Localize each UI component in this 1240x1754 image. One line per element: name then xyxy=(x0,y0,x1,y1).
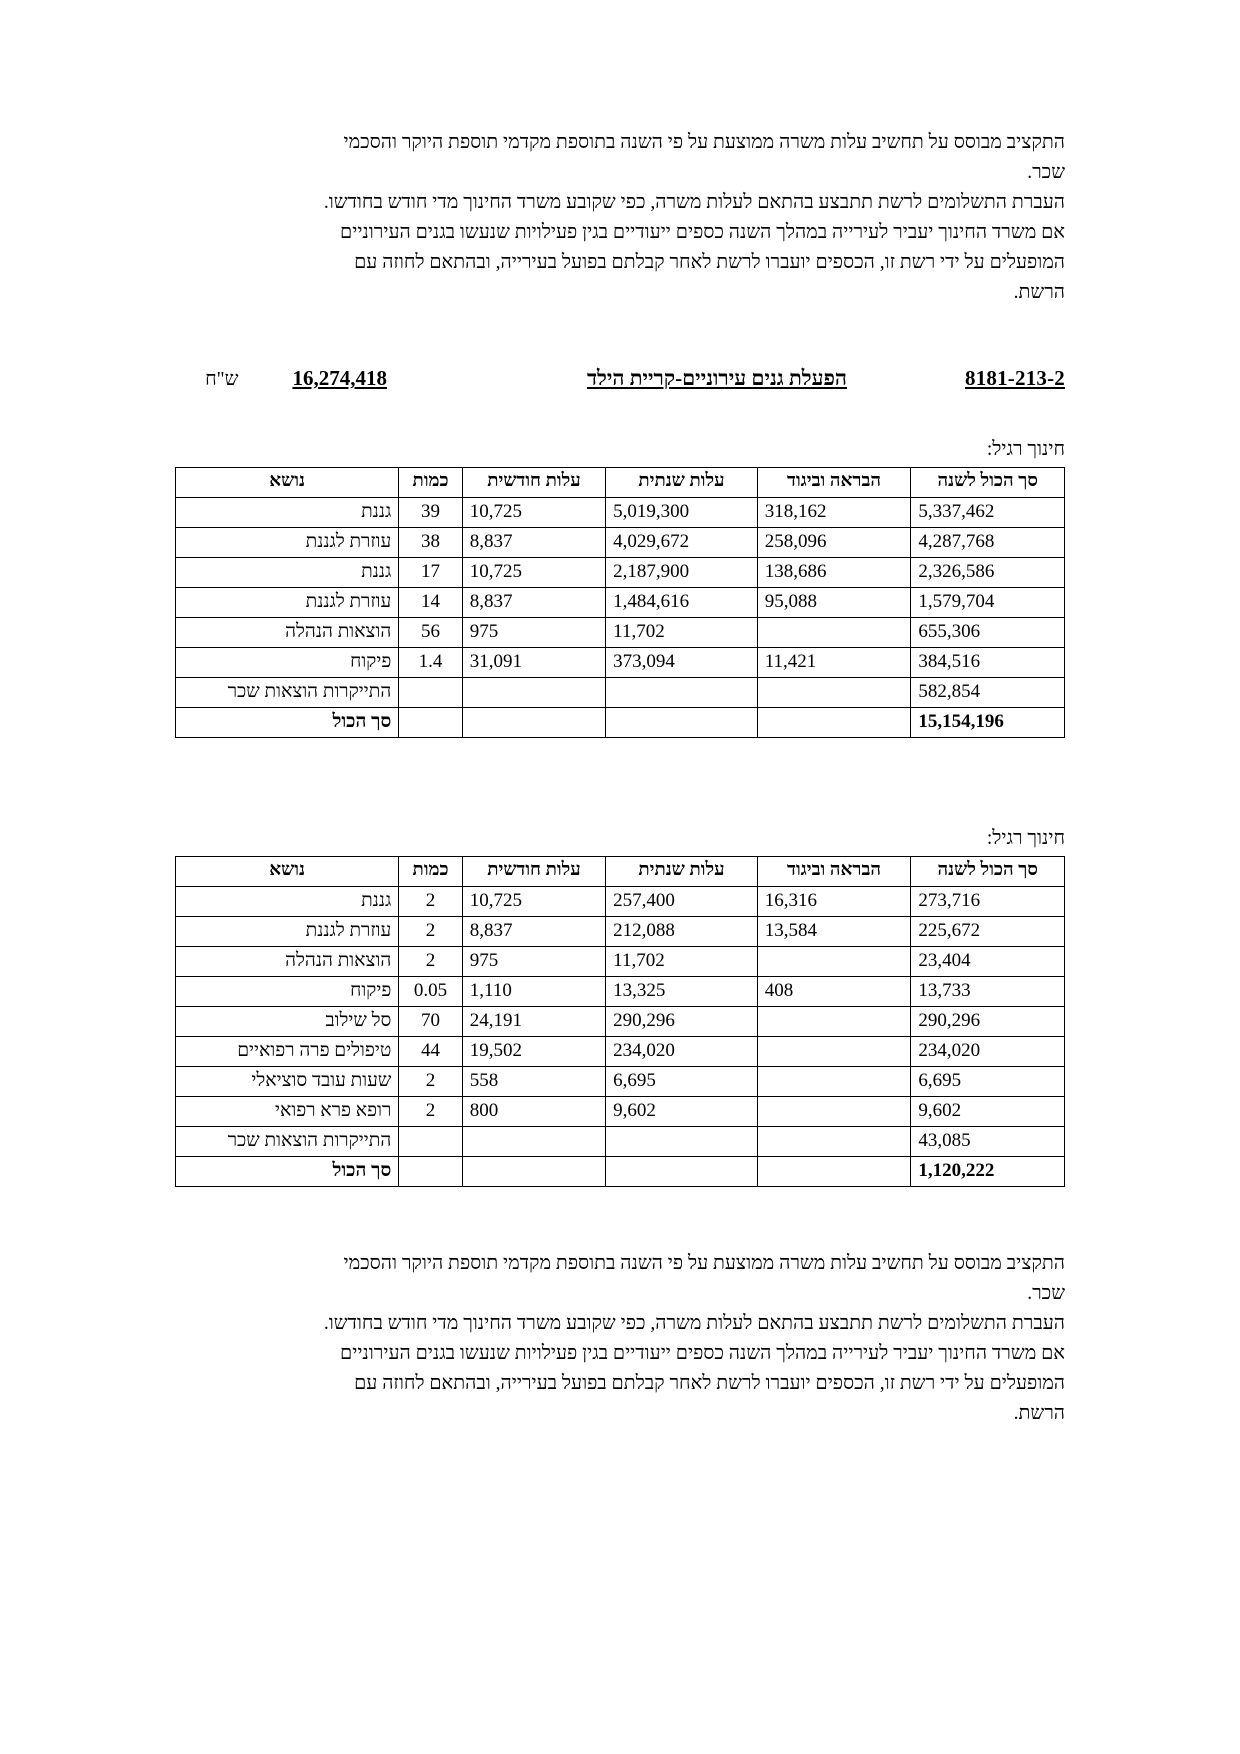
cell-monthly-cost xyxy=(462,1127,605,1157)
cell-subject: סל שילוב xyxy=(176,1007,399,1037)
cell-grand-total: 655,306 xyxy=(911,618,1065,648)
cell-health-union: 95,088 xyxy=(757,588,911,618)
cell-quantity: 2 xyxy=(399,947,463,977)
section-two-table-body xyxy=(176,887,1065,1187)
cell-quantity xyxy=(399,1157,463,1187)
table-total-row xyxy=(176,1157,1065,1187)
cell-health-union xyxy=(757,1007,911,1037)
cell-grand-total: 290,296 xyxy=(911,1007,1065,1037)
intro-paragraph-line: התקציב מבוסס על תחשיב עלות משרה ממוצעת על פי השנה בתוספת מקדמי תוספת היוקר והסכמי xyxy=(343,132,1065,153)
closing-paragraph-2 xyxy=(175,1309,1065,1429)
cell-monthly-cost xyxy=(462,678,605,708)
column-header-monthly-cost: עלות חודשית xyxy=(462,857,605,887)
cell-annual-cost xyxy=(606,678,758,708)
cell-monthly-cost: 19,502 xyxy=(462,1037,605,1067)
column-header-annual-cost: עלות שנתית xyxy=(606,468,758,498)
cell-subject: סך הכול xyxy=(176,708,399,738)
cell-subject: עוזרת לגננת xyxy=(176,588,399,618)
table-row xyxy=(176,1127,1065,1157)
cell-quantity: 44 xyxy=(399,1037,463,1067)
cell-quantity: 17 xyxy=(399,558,463,588)
cell-annual-cost: 13,325 xyxy=(606,977,758,1007)
budget-amount: 16,274,418 xyxy=(292,366,387,390)
budget-code: 8181-213-2 xyxy=(965,366,1065,390)
cell-grand-total: 13,733 xyxy=(911,977,1065,1007)
cell-health-union xyxy=(757,1127,911,1157)
closing-paragraph-line: שכר. xyxy=(1027,1283,1065,1304)
cell-annual-cost: 6,695 xyxy=(606,1067,758,1097)
closing-paragraph-2-line: הרשת. xyxy=(1013,1403,1065,1424)
cell-annual-cost xyxy=(606,708,758,738)
column-header-grand-total: סך הכול לשנה xyxy=(911,468,1065,498)
cell-monthly-cost: 8,837 xyxy=(462,917,605,947)
cell-subject: שעות עובד סוציאלי xyxy=(176,1067,399,1097)
cell-health-union xyxy=(757,678,911,708)
table-row xyxy=(176,1007,1065,1037)
cell-annual-cost: 4,029,672 xyxy=(606,528,758,558)
cell-grand-total: 582,854 xyxy=(911,678,1065,708)
cell-health-union xyxy=(757,618,911,648)
closing-paragraph-line: התקציב מבוסס על תחשיב עלות משרה ממוצעת על פי השנה בתוספת מקדמי תוספת היוקר והסכמי xyxy=(343,1253,1065,1274)
table-row xyxy=(176,1097,1065,1127)
table-row xyxy=(176,588,1065,618)
cell-monthly-cost: 800 xyxy=(462,1097,605,1127)
cell-grand-total: 384,516 xyxy=(911,648,1065,678)
cell-monthly-cost: 1,110 xyxy=(462,977,605,1007)
section-two-label: חינוך רגיל: xyxy=(986,828,1065,849)
cell-monthly-cost: 975 xyxy=(462,947,605,977)
cell-monthly-cost: 975 xyxy=(462,618,605,648)
cell-monthly-cost: 10,725 xyxy=(462,887,605,917)
cell-health-union: 408 xyxy=(757,977,911,1007)
cell-grand-total: 225,672 xyxy=(911,917,1065,947)
cell-subject: רופא פרא רפואי xyxy=(176,1097,399,1127)
closing-paragraph-2-line: העברת התשלומים לרשת תתבצע בהתאם לעלות משרה, כפי שקובע משרד החינוך מדי חודש בחודשו. xyxy=(323,1313,1065,1334)
table-header-row xyxy=(176,857,1065,887)
cell-health-union: 13,584 xyxy=(757,917,911,947)
intro-paragraph-2 xyxy=(175,188,1065,308)
cell-annual-cost xyxy=(606,1157,758,1187)
cell-grand-total: 4,287,768 xyxy=(911,528,1065,558)
cell-monthly-cost xyxy=(462,1157,605,1187)
table-row xyxy=(176,887,1065,917)
table-header-row xyxy=(176,468,1065,498)
cell-health-union xyxy=(757,1097,911,1127)
cell-monthly-cost: 31,091 xyxy=(462,648,605,678)
intro-paragraph-2-line: אם משרד החינוך יעביר לעירייה במהלך השנה כספים ייעודיים בגין פעילויות שנעשו בגנים העירוניים xyxy=(340,222,1065,243)
intro-paragraph-2-line: המופעלים על ידי רשת זו, הכספים יועברו לרשת לאחר קבלתם בפועל בעירייה, ובהתאם לחוזה עם xyxy=(354,252,1065,273)
cell-grand-total: 1,120,222 xyxy=(911,1157,1065,1187)
cell-grand-total: 23,404 xyxy=(911,947,1065,977)
cell-quantity: 0.05 xyxy=(399,977,463,1007)
intro-paragraph-2-line: הרשת. xyxy=(1013,282,1065,303)
cell-quantity: 2 xyxy=(399,1097,463,1127)
cell-health-union: 138,686 xyxy=(757,558,911,588)
section-one-table-body xyxy=(176,498,1065,738)
table-row xyxy=(176,1037,1065,1067)
cell-annual-cost: 2,187,900 xyxy=(606,558,758,588)
closing-paragraph-2-line: אם משרד החינוך יעביר לעירייה במהלך השנה כספים ייעודיים בגין פעילויות שנעשו בגנים העירוניים xyxy=(340,1343,1065,1364)
cell-annual-cost: 234,020 xyxy=(606,1037,758,1067)
cell-subject: התייקרות הוצאות שכר xyxy=(176,1127,399,1157)
cell-subject: הוצאות הנהלה xyxy=(176,618,399,648)
column-header-quantity: כמות xyxy=(399,857,463,887)
intro-paragraph xyxy=(175,128,1065,188)
cell-monthly-cost: 8,837 xyxy=(462,528,605,558)
cell-grand-total: 273,716 xyxy=(911,887,1065,917)
cell-grand-total: 15,154,196 xyxy=(911,708,1065,738)
cell-quantity: 1.4 xyxy=(399,648,463,678)
table-row xyxy=(176,648,1065,678)
cell-grand-total: 1,579,704 xyxy=(911,588,1065,618)
cell-health-union: 11,421 xyxy=(757,648,911,678)
budget-header xyxy=(175,366,1065,391)
cell-annual-cost: 212,088 xyxy=(606,917,758,947)
cell-health-union xyxy=(757,708,911,738)
section-one-label: חינוך רגיל: xyxy=(986,439,1065,460)
table-row xyxy=(176,1067,1065,1097)
cell-quantity xyxy=(399,708,463,738)
cell-monthly-cost: 558 xyxy=(462,1067,605,1097)
cell-grand-total: 43,085 xyxy=(911,1127,1065,1157)
cell-quantity: 70 xyxy=(399,1007,463,1037)
column-header-health-union: הבראה וביגוד xyxy=(757,468,911,498)
cell-annual-cost: 257,400 xyxy=(606,887,758,917)
intro-paragraph-line: שכר. xyxy=(1027,162,1065,183)
table-row xyxy=(176,528,1065,558)
cell-grand-total: 9,602 xyxy=(911,1097,1065,1127)
cell-subject: סך הכול xyxy=(176,1157,399,1187)
cell-monthly-cost: 8,837 xyxy=(462,588,605,618)
cell-monthly-cost: 10,725 xyxy=(462,558,605,588)
cell-quantity xyxy=(399,1127,463,1157)
closing-paragraph xyxy=(175,1249,1065,1309)
cell-annual-cost xyxy=(606,1127,758,1157)
cell-subject: פיקוח xyxy=(176,977,399,1007)
cell-subject: גננת xyxy=(176,887,399,917)
cell-subject: גננת xyxy=(176,498,399,528)
section-one xyxy=(175,439,1065,738)
cell-quantity: 2 xyxy=(399,917,463,947)
table-row xyxy=(176,498,1065,528)
cell-annual-cost: 5,019,300 xyxy=(606,498,758,528)
cell-annual-cost: 11,702 xyxy=(606,947,758,977)
table-row xyxy=(176,947,1065,977)
table-total-row xyxy=(176,708,1065,738)
budget-name: הפעלת גנים עירוניים-קריית הילד xyxy=(586,366,847,390)
cell-monthly-cost: 10,725 xyxy=(462,498,605,528)
cell-annual-cost: 373,094 xyxy=(606,648,758,678)
column-header-annual-cost: עלות שנתית xyxy=(606,857,758,887)
cell-monthly-cost: 24,191 xyxy=(462,1007,605,1037)
cell-annual-cost: 1,484,616 xyxy=(606,588,758,618)
column-header-monthly-cost: עלות חודשית xyxy=(462,468,605,498)
cell-monthly-cost xyxy=(462,708,605,738)
section-two xyxy=(175,828,1065,1187)
cell-quantity xyxy=(399,678,463,708)
cell-health-union xyxy=(757,1067,911,1097)
column-header-grand-total: סך הכול לשנה xyxy=(911,857,1065,887)
table-row xyxy=(176,558,1065,588)
cell-health-union xyxy=(757,1037,911,1067)
table-row xyxy=(176,678,1065,708)
cell-grand-total: 5,337,462 xyxy=(911,498,1065,528)
cell-subject: גננת xyxy=(176,558,399,588)
column-header-health-union: הבראה וביגוד xyxy=(757,857,911,887)
closing-paragraph-2-line: המופעלים על ידי רשת זו, הכספים יועברו לרשת לאחר קבלתם בפועל בעירייה, ובהתאם לחוזה עם xyxy=(354,1373,1065,1394)
section-one-table xyxy=(175,467,1065,738)
cell-health-union xyxy=(757,947,911,977)
column-header-quantity: כמות xyxy=(399,468,463,498)
column-header-subject: נושא xyxy=(176,857,399,887)
cell-grand-total: 234,020 xyxy=(911,1037,1065,1067)
cell-grand-total: 2,326,586 xyxy=(911,558,1065,588)
cell-subject: פיקוח xyxy=(176,648,399,678)
table-row xyxy=(176,977,1065,1007)
cell-health-union: 16,316 xyxy=(757,887,911,917)
cell-health-union: 258,096 xyxy=(757,528,911,558)
cell-quantity: 2 xyxy=(399,1067,463,1097)
cell-quantity: 38 xyxy=(399,528,463,558)
cell-subject: עוזרת לגננת xyxy=(176,528,399,558)
cell-health-union: 318,162 xyxy=(757,498,911,528)
cell-subject: הוצאות הנהלה xyxy=(176,947,399,977)
table-row xyxy=(176,917,1065,947)
table-row xyxy=(176,618,1065,648)
intro-paragraph-2-line: העברת התשלומים לרשת תתבצע בהתאם לעלות משרה, כפי שקובע משרד החינוך מדי חודש בחודשו. xyxy=(323,192,1065,213)
cell-quantity: 56 xyxy=(399,618,463,648)
cell-quantity: 2 xyxy=(399,887,463,917)
cell-annual-cost: 11,702 xyxy=(606,618,758,648)
cell-annual-cost: 290,296 xyxy=(606,1007,758,1037)
column-header-subject: נושא xyxy=(176,468,399,498)
cell-subject: טיפולים פרה רפואיים xyxy=(176,1037,399,1067)
section-two-table xyxy=(175,856,1065,1187)
cell-subject: עוזרת לגננת xyxy=(176,917,399,947)
cell-grand-total: 6,695 xyxy=(911,1067,1065,1097)
cell-quantity: 14 xyxy=(399,588,463,618)
cell-quantity: 39 xyxy=(399,498,463,528)
cell-subject: התייקרות הוצאות שכר xyxy=(176,678,399,708)
cell-annual-cost: 9,602 xyxy=(606,1097,758,1127)
budget-currency: ש"ח xyxy=(205,369,239,390)
cell-health-union xyxy=(757,1157,911,1187)
